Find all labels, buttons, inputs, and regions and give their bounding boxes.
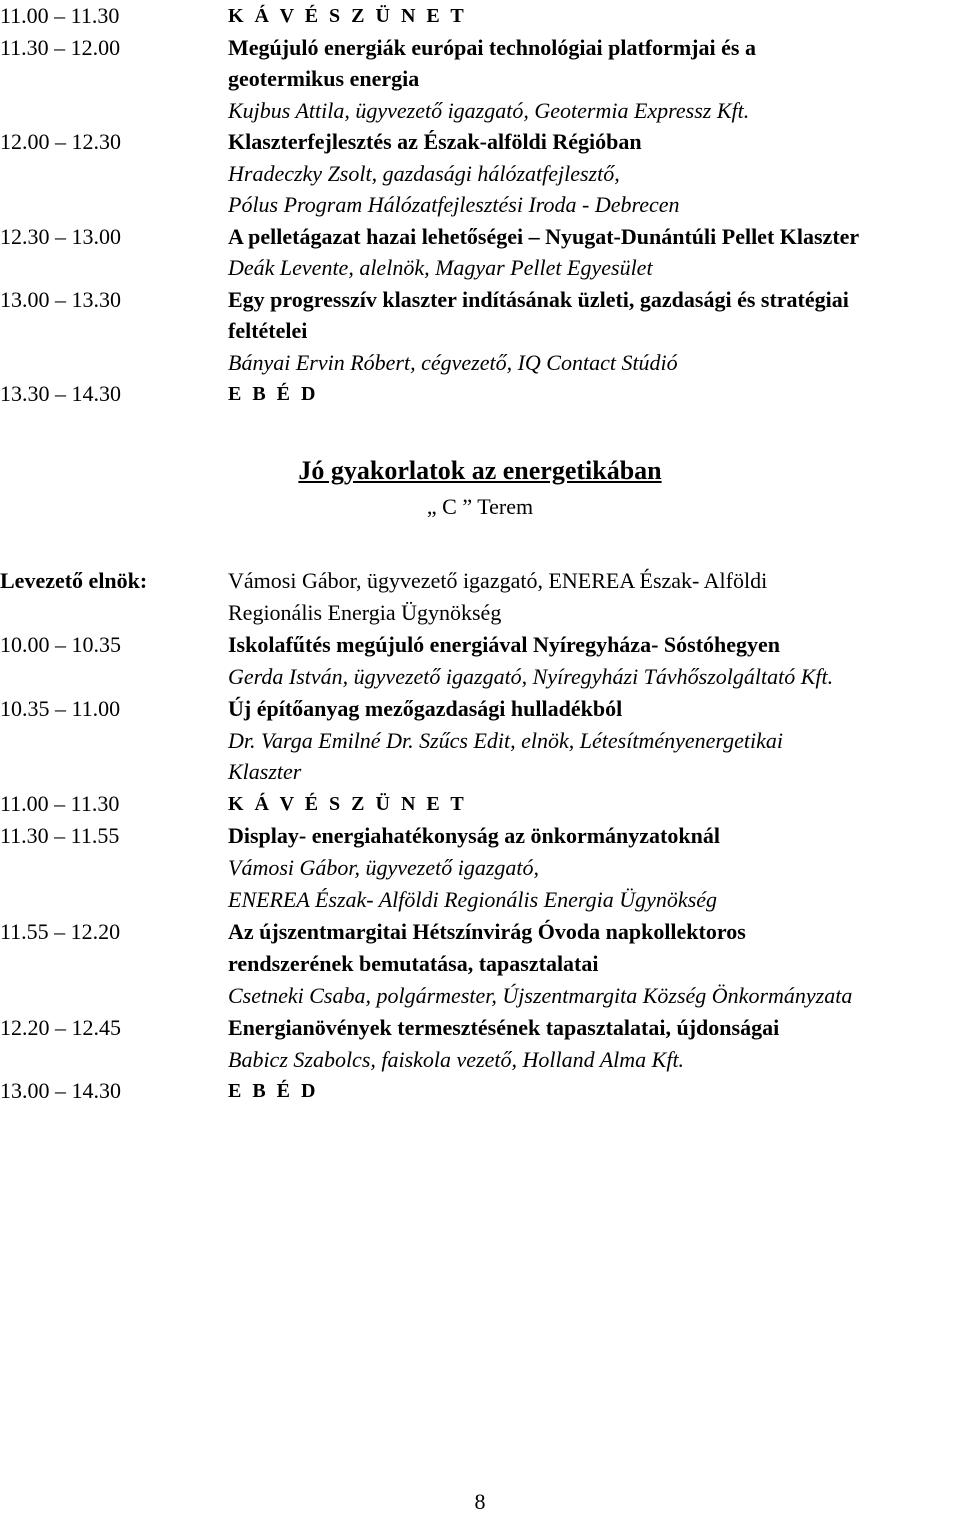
- time-slot: 11.30 – 11.55: [0, 823, 120, 849]
- time-slot: 13.30 – 14.30: [0, 381, 121, 406]
- time-slot: 11.55 – 12.20: [0, 918, 121, 944]
- schedule-row: [0, 315, 960, 347]
- talk-title: geotermikus energia: [228, 66, 420, 91]
- schedule-row: [0, 884, 960, 916]
- time-slot: 11.00 – 11.30: [0, 3, 120, 28]
- break-label: K Á V É S Z Ü N E T: [228, 793, 467, 816]
- schedule-row: [0, 0, 960, 32]
- schedule-row: [0, 916, 960, 948]
- speaker-line: Pólus Program Hálózatfejlesztési Iroda - Debrecen: [228, 192, 680, 217]
- speaker-line: Kujbus Attila, ügyvezető igazgató, Geotermia Expressz Kft.: [228, 97, 750, 123]
- time-slot: 12.00 – 12.30: [0, 129, 121, 154]
- schedule-row: [0, 980, 960, 1012]
- talk-title: feltételei: [228, 318, 308, 343]
- speaker-line: ENEREA Észak- Alföldi Regionális Energia Ügynökség: [228, 887, 718, 912]
- schedule-row: [0, 661, 960, 693]
- time-slot: 11.00 – 11.30: [0, 791, 120, 817]
- schedule-row: [0, 189, 960, 221]
- speaker-line: Deák Levente, alelnök, Magyar Pellet Egyesület: [228, 255, 653, 280]
- time-slot: 13.00 – 13.30: [0, 286, 121, 312]
- break-label: E B É D: [228, 383, 319, 405]
- talk-title: Egy progresszív klaszter indításának üzleti, gazdasági és stratégiai: [228, 286, 849, 312]
- schedule-row: [0, 284, 960, 316]
- time-slot: 10.35 – 11.00: [0, 695, 121, 721]
- schedule-row: [0, 252, 960, 284]
- schedule-row: [0, 597, 960, 629]
- schedule-row: [0, 347, 960, 379]
- schedule-row: [0, 629, 960, 661]
- schedule-row: [0, 95, 960, 127]
- speaker-line: Klaszter: [228, 759, 302, 785]
- speaker-line: Vámosi Gábor, ügyvezető igazgató,: [228, 855, 540, 881]
- schedule-row: [0, 32, 960, 64]
- schedule-row: [0, 693, 960, 725]
- speaker-line: Babicz Szabolcs, faiskola vezető, Holland Alma Kft.: [228, 1046, 685, 1072]
- talk-title: Megújuló energiák európai technológiai platformjai és a: [228, 34, 756, 60]
- talk-title: Klaszterfejlesztés az Észak-alföldi Régióban: [228, 129, 642, 154]
- schedule-row: [0, 565, 960, 597]
- section-room: „ C ” Terem: [426, 494, 534, 519]
- schedule-row: [0, 852, 960, 884]
- schedule-row: [0, 1075, 960, 1107]
- talk-title: rendszerének bemutatása, tapasztalatai: [228, 950, 599, 976]
- time-slot: Levezető elnök:: [0, 568, 148, 593]
- page-number: 8: [474, 1489, 486, 1514]
- talk-title: Energianövények termesztésének tapasztalatai, újdonságai: [228, 1014, 780, 1040]
- schedule-row: [0, 63, 960, 95]
- speaker-line: Dr. Varga Emilné Dr. Szűcs Edit, elnök, Létesítményenergetikai: [228, 727, 783, 753]
- talk-title: Display- energiahatékonyság az önkormányzatoknál: [228, 823, 720, 849]
- schedule-row: [0, 126, 960, 158]
- schedule-row: [0, 1044, 960, 1076]
- talk-title: Új építőanyag mezőgazdasági hulladékból: [228, 695, 623, 721]
- schedule-row: [0, 948, 960, 980]
- schedule-row: [0, 221, 960, 253]
- schedule-row: [0, 1012, 960, 1044]
- speaker-line: Gerda István, ügyvezető igazgató, Nyíregyházi Távhőszolgáltató Kft.: [228, 663, 834, 689]
- time-slot: 12.20 – 12.45: [0, 1014, 121, 1040]
- talk-title: A pelletágazat hazai lehetőségei – Nyugat-Dunántúli Pellet Klaszter: [228, 223, 860, 249]
- time-slot: 12.30 – 13.00: [0, 223, 121, 249]
- schedule-row: [0, 756, 960, 788]
- speaker-line: Bányai Ervin Róbert, cégvezető, IQ Contact Stúdió: [228, 349, 678, 375]
- break-label: K Á V É S Z Ü N E T: [228, 5, 467, 27]
- speaker-line: Csetneki Csaba, polgármester, Újszentmargita Község Önkormányzata: [228, 982, 853, 1008]
- schedule-row: [0, 158, 960, 190]
- break-label: E B É D: [228, 1080, 319, 1103]
- speaker-line: Regionális Energia Ügynökség: [228, 599, 502, 625]
- time-slot: 11.30 – 12.00: [0, 34, 121, 60]
- speaker-line: Hradeczky Zsolt, gazdasági hálózatfejlesztő,: [228, 160, 620, 186]
- time-slot: 13.00 – 14.30: [0, 1078, 121, 1104]
- schedule-row: [0, 820, 960, 852]
- schedule-row: [0, 725, 960, 757]
- talk-title: Iskolafűtés megújuló energiával Nyíregyháza- Sóstóhegyen: [228, 631, 781, 657]
- schedule-row: [0, 378, 960, 410]
- time-slot: 10.00 – 10.35: [0, 631, 121, 657]
- section-title: Jó gyakorlatok az energetikában: [298, 456, 662, 485]
- talk-title: Az újszentmargitai Hétszínvirág Óvoda napkollektoros: [228, 918, 746, 944]
- speaker-line: Vámosi Gábor, ügyvezető igazgató, ENEREA Észak- Alföldi: [228, 568, 768, 593]
- schedule-row: [0, 788, 960, 820]
